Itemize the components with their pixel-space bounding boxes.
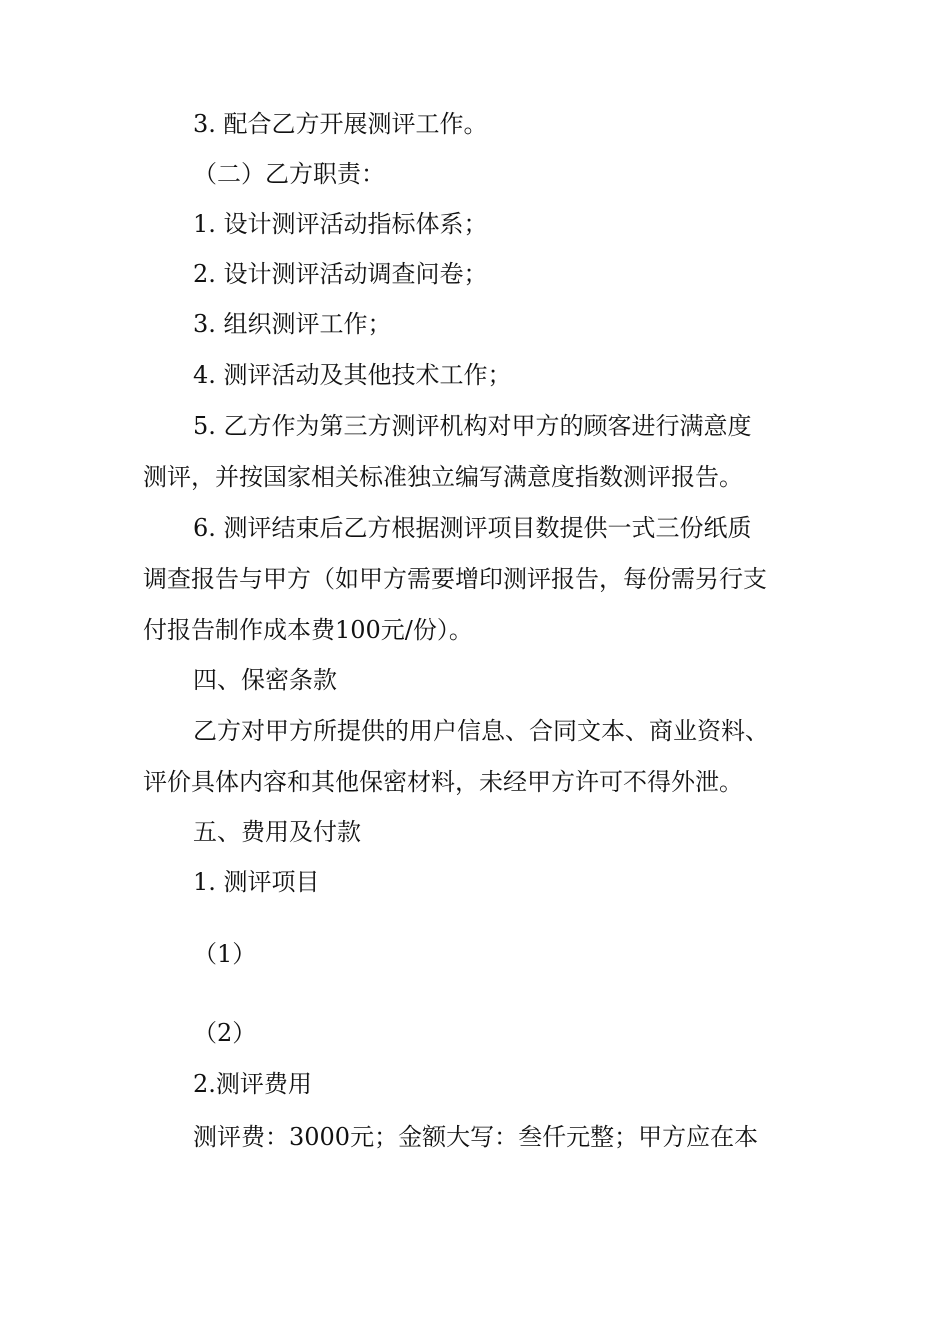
- para-line-6: 4. 测评活动及其他技术工作；: [193, 361, 512, 389]
- para-line-8: 测评，并按国家相关标准独立编写满意度指数测评报告。: [143, 463, 743, 491]
- para-line-14: 评价具体内容和其他保密材料，未经甲方许可不得外泄。: [143, 768, 743, 796]
- para-line-17: （1）: [193, 940, 257, 968]
- para-line-18: （2）: [193, 1019, 257, 1047]
- para-line-2: （二）乙方职责：: [193, 160, 385, 188]
- para-line-11: 付报告制作成本费100元/份）。: [143, 616, 473, 644]
- para-line-16: 1. 测评项目: [193, 868, 320, 896]
- para-line-4: 2. 设计测评活动调查问卷；: [193, 260, 488, 288]
- para-line-20: 测评费：3000元；金额大写：叁仟元整；甲方应在本: [193, 1123, 759, 1151]
- para-line-9: 6. 测评结束后乙方根据测评项目数提供一式三份纸质: [193, 514, 752, 542]
- para-line-19: 2.测评费用: [193, 1070, 312, 1098]
- para-line-10: 调查报告与甲方（如甲方需要增印测评报告，每份需另行支: [143, 565, 767, 593]
- para-line-7: 5. 乙方作为第三方测评机构对甲方的顾客进行满意度: [193, 412, 752, 440]
- para-line-5: 3. 组织测评工作；: [193, 310, 392, 338]
- para-line-15: 五、费用及付款: [193, 818, 361, 846]
- para-line-12: 四、保密条款: [193, 666, 337, 694]
- para-line-3: 1. 设计测评活动指标体系；: [193, 210, 488, 238]
- para-line-1: 3. 配合乙方开展测评工作。: [193, 110, 488, 138]
- para-line-13: 乙方对甲方所提供的用户信息、合同文本、商业资料、: [193, 717, 769, 745]
